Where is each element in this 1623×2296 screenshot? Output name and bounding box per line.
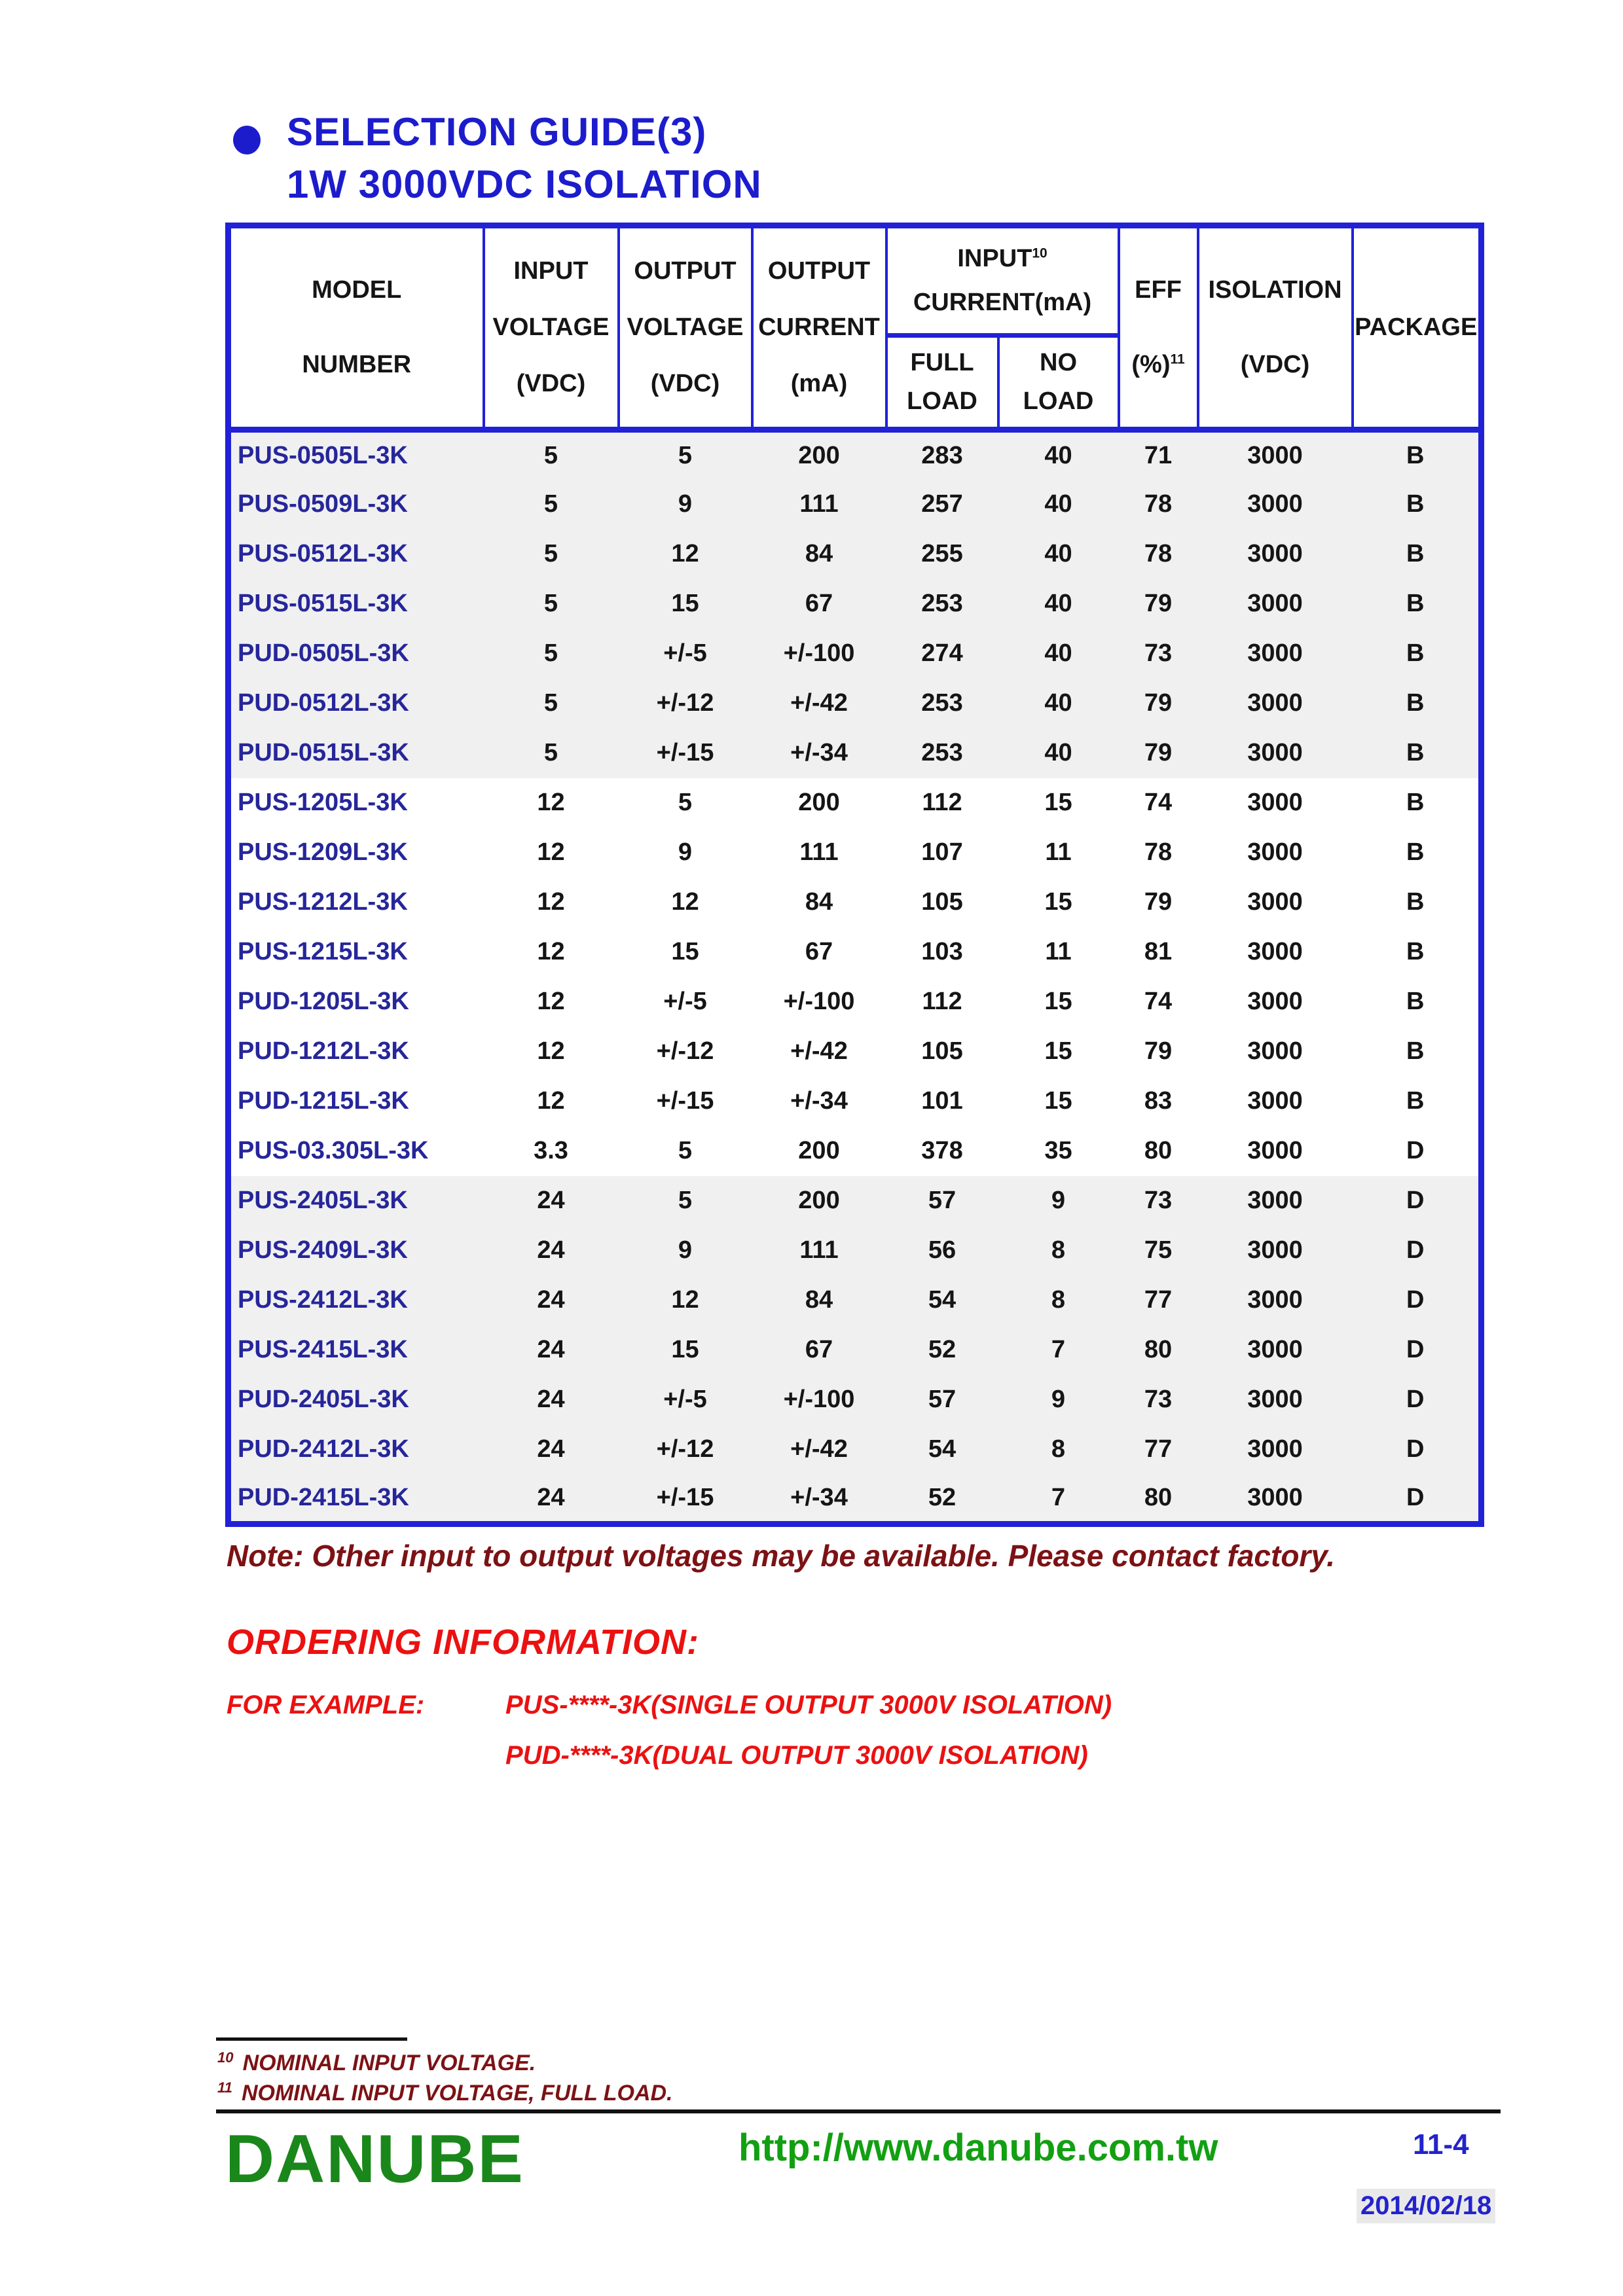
input-current-full-load-cell: 105 — [921, 1037, 963, 1065]
output-voltage-cell: +/-5 — [663, 988, 707, 1015]
header-output-current: OUTPUT CURRENT (mA) — [752, 226, 886, 430]
output-voltage-cell: 15 — [671, 590, 699, 617]
output-current-cell: 67 — [805, 938, 833, 965]
package-cell: B — [1406, 540, 1425, 567]
output-current-cell: +/-100 — [783, 1386, 855, 1413]
model-cell: PUS-0512L-3K — [238, 540, 408, 567]
eff-cell: 80 — [1144, 1483, 1173, 1511]
package-cell: B — [1406, 739, 1425, 766]
input-current-full-load-cell: 101 — [921, 1087, 963, 1115]
model-cell: PUS-2412L-3K — [238, 1286, 408, 1314]
output-current-cell: 200 — [798, 442, 840, 470]
footer-divider — [216, 2109, 1501, 2113]
input-voltage-cell: 5 — [543, 490, 558, 518]
package-cell: B — [1406, 639, 1425, 667]
table-row — [228, 430, 1482, 480]
table-header — [228, 226, 1482, 430]
table-row — [228, 1126, 1482, 1176]
table-row — [228, 728, 1482, 778]
selection-table-wrap — [225, 223, 1478, 1527]
isolation-cell: 3000 — [1247, 838, 1303, 866]
output-current-cell: +/-42 — [790, 1435, 848, 1463]
output-current-cell: 111 — [799, 1236, 839, 1264]
table-row — [228, 1276, 1482, 1325]
model-cell: PUD-0512L-3K — [238, 689, 409, 717]
output-current-cell: 200 — [798, 1137, 840, 1164]
package-cell: D — [1406, 1386, 1425, 1413]
isolation-cell: 3000 — [1247, 442, 1303, 470]
eff-cell: 75 — [1144, 1236, 1173, 1264]
input-current-full-load-cell: 54 — [928, 1435, 957, 1463]
eff-cell: 79 — [1144, 888, 1173, 916]
input-current-full-load-cell: 257 — [921, 490, 963, 518]
eff-cell: 77 — [1144, 1286, 1173, 1314]
output-current-cell: +/-100 — [783, 988, 855, 1015]
input-current-full-load-cell: 57 — [928, 1187, 957, 1214]
input-voltage-cell: 12 — [537, 1037, 565, 1065]
eff-cell: 79 — [1144, 739, 1173, 766]
input-current-full-load-cell: 54 — [928, 1286, 957, 1314]
table-row — [228, 529, 1482, 579]
input-voltage-cell: 5 — [543, 739, 558, 766]
isolation-cell: 3000 — [1247, 1037, 1303, 1065]
note-text: Note: Other input to output voltages may be available. Please contact factory. — [227, 1539, 1335, 1573]
output-voltage-cell: 5 — [678, 789, 693, 816]
output-voltage-cell: +/-12 — [656, 1037, 714, 1065]
input-current-no-load-cell: 40 — [1044, 442, 1072, 470]
model-cell: PUS-0509L-3K — [238, 490, 408, 518]
input-current-full-load-cell: 103 — [921, 938, 963, 965]
table-row — [228, 878, 1482, 927]
header-eff: EFF (%)$^{11}$ — [1119, 226, 1198, 430]
eff-cell: 83 — [1144, 1087, 1173, 1115]
model-cell: PUD-2412L-3K — [238, 1435, 409, 1463]
eff-cell: 81 — [1144, 938, 1173, 965]
footnote-11: $^{11}$ NOMINAL INPUT VOLTAGE, FULL LOAD. — [217, 2079, 673, 2106]
output-current-cell: 111 — [799, 838, 839, 866]
model-cell: PUS-2405L-3K — [238, 1187, 408, 1214]
table-row — [228, 1325, 1482, 1375]
input-current-no-load-cell: 15 — [1044, 1037, 1072, 1065]
eff-cell: 80 — [1144, 1137, 1173, 1164]
input-voltage-cell: 5 — [543, 639, 558, 667]
output-voltage-cell: 9 — [678, 490, 693, 518]
input-current-no-load-cell: 8 — [1051, 1435, 1066, 1463]
header-input-current: INPUT$^{10}$ CURRENT(mA) — [886, 226, 1119, 336]
input-voltage-cell: 24 — [537, 1286, 565, 1314]
isolation-cell: 3000 — [1247, 689, 1303, 717]
input-current-no-load-cell: 40 — [1044, 540, 1072, 567]
package-cell: D — [1406, 1187, 1425, 1214]
input-current-full-load-cell: 283 — [921, 442, 963, 470]
input-current-no-load-cell: 40 — [1044, 689, 1072, 717]
output-current-cell: 111 — [799, 490, 839, 518]
isolation-cell: 3000 — [1247, 490, 1303, 518]
page-number: 11-4 — [1413, 2128, 1469, 2161]
isolation-cell: 3000 — [1247, 1137, 1303, 1164]
output-current-cell: +/-34 — [790, 739, 848, 766]
package-cell: B — [1406, 590, 1425, 617]
eff-cell: 73 — [1144, 1386, 1173, 1413]
output-voltage-cell: +/-12 — [656, 689, 714, 717]
table-row — [228, 1077, 1482, 1126]
output-current-cell: 67 — [805, 590, 833, 617]
table-row — [228, 778, 1482, 828]
package-cell: D — [1406, 1236, 1425, 1264]
package-cell: B — [1406, 490, 1425, 518]
eff-cell: 73 — [1144, 639, 1173, 667]
input-voltage-cell: 5 — [543, 590, 558, 617]
eff-cell: 78 — [1144, 490, 1173, 518]
model-cell: PUD-1205L-3K — [238, 988, 409, 1015]
output-current-cell: 84 — [805, 1286, 833, 1314]
package-cell: B — [1406, 888, 1425, 916]
input-current-no-load-cell: 40 — [1044, 490, 1072, 518]
header-isolation: ISOLATION (VDC) — [1198, 226, 1353, 430]
package-cell: B — [1406, 442, 1425, 470]
table-row — [228, 1176, 1482, 1226]
title-line-2: 1W 3000VDC ISOLATION — [287, 162, 762, 206]
input-current-no-load-cell: 40 — [1044, 739, 1072, 766]
table-row — [228, 679, 1482, 728]
model-cell: PUD-2415L-3K — [238, 1483, 409, 1511]
input-current-full-load-cell: 253 — [921, 739, 963, 766]
output-voltage-cell: 15 — [671, 1336, 699, 1363]
output-current-cell: +/-100 — [783, 639, 855, 667]
model-cell: PUS-2415L-3K — [238, 1336, 408, 1363]
isolation-cell: 3000 — [1247, 789, 1303, 816]
isolation-cell: 3000 — [1247, 988, 1303, 1015]
output-current-cell: +/-42 — [790, 1037, 848, 1065]
model-cell: PUS-03.305L-3K — [238, 1137, 429, 1164]
header-output-voltage: OUTPUT VOLTAGE (VDC) — [619, 226, 752, 430]
input-voltage-cell: 12 — [537, 888, 565, 916]
input-current-no-load-cell: 40 — [1044, 639, 1072, 667]
model-cell: PUS-1205L-3K — [238, 789, 408, 816]
input-current-full-load-cell: 112 — [922, 789, 962, 816]
input-current-no-load-cell: 15 — [1044, 988, 1072, 1015]
isolation-cell: 3000 — [1247, 1386, 1303, 1413]
model-cell: PUS-1209L-3K — [238, 838, 408, 866]
input-current-no-load-cell: 7 — [1051, 1483, 1066, 1511]
example-single-output: PUS-****-3K(SINGLE OUTPUT 3000V ISOLATION) — [505, 1691, 1112, 1719]
table-body — [228, 430, 1482, 1524]
output-voltage-cell: +/-15 — [656, 739, 714, 766]
website-link[interactable]: http://www.danube.com.tw — [739, 2126, 1218, 2169]
package-cell: B — [1406, 938, 1425, 965]
input-voltage-cell: 12 — [537, 938, 565, 965]
table-row — [228, 927, 1482, 977]
input-voltage-cell: 24 — [537, 1483, 565, 1511]
danube-logo: DANUBE — [225, 2121, 524, 2197]
eff-cell: 80 — [1144, 1336, 1173, 1363]
eff-cell: 78 — [1144, 540, 1173, 567]
package-cell: B — [1406, 789, 1425, 816]
model-cell: PUD-0505L-3K — [238, 639, 409, 667]
table-row — [228, 1027, 1482, 1077]
package-cell: D — [1406, 1137, 1425, 1164]
package-cell: B — [1406, 1087, 1425, 1115]
isolation-cell: 3000 — [1247, 1187, 1303, 1214]
output-voltage-cell: 5 — [678, 442, 693, 470]
output-voltage-cell: 5 — [678, 1137, 693, 1164]
isolation-cell: 3000 — [1247, 1286, 1303, 1314]
revision-date: 2014/02/18 — [1357, 2189, 1495, 2223]
model-cell: PUS-0505L-3K — [238, 442, 408, 470]
table-row — [228, 977, 1482, 1027]
input-current-no-load-cell: 15 — [1044, 888, 1072, 916]
output-voltage-cell: 12 — [671, 888, 699, 916]
model-cell: PUS-0515L-3K — [238, 590, 408, 617]
header-model: MODEL NUMBER — [228, 226, 484, 430]
table-row — [228, 480, 1482, 529]
input-current-no-load-cell: 11 — [1045, 838, 1072, 866]
model-cell: PUD-0515L-3K — [238, 739, 409, 766]
input-voltage-cell: 24 — [537, 1386, 565, 1413]
input-voltage-cell: 24 — [537, 1187, 565, 1214]
eff-cell: 79 — [1144, 689, 1173, 717]
input-voltage-cell: 12 — [537, 1087, 565, 1115]
input-current-full-load-cell: 52 — [928, 1336, 957, 1363]
model-cell: PUD-1212L-3K — [238, 1037, 409, 1065]
input-current-no-load-cell: 8 — [1051, 1236, 1066, 1264]
isolation-cell: 3000 — [1247, 590, 1303, 617]
input-voltage-cell: 12 — [537, 988, 565, 1015]
header-no-load: NO LOAD — [998, 336, 1119, 430]
eff-cell: 79 — [1144, 590, 1173, 617]
header-input-voltage: INPUT VOLTAGE (VDC) — [484, 226, 619, 430]
isolation-cell: 3000 — [1247, 1483, 1303, 1511]
package-cell: B — [1406, 689, 1425, 717]
table-row — [228, 1425, 1482, 1475]
output-voltage-cell: +/-12 — [656, 1435, 714, 1463]
table-row — [228, 828, 1482, 878]
input-current-full-load-cell: 255 — [921, 540, 963, 567]
input-voltage-cell: 12 — [537, 789, 565, 816]
model-cell: PUS-1215L-3K — [238, 938, 408, 965]
input-current-no-load-cell: 8 — [1051, 1286, 1066, 1314]
table-row — [228, 579, 1482, 629]
table-row — [228, 1375, 1482, 1425]
output-voltage-cell: 15 — [671, 938, 699, 965]
output-voltage-cell: +/-15 — [656, 1087, 714, 1115]
eff-cell: 78 — [1144, 838, 1173, 866]
package-cell: D — [1406, 1286, 1425, 1314]
isolation-cell: 3000 — [1247, 1087, 1303, 1115]
page-title — [287, 106, 762, 211]
isolation-cell: 3000 — [1247, 1435, 1303, 1463]
input-current-no-load-cell: 40 — [1044, 590, 1072, 617]
output-current-cell: 84 — [805, 888, 833, 916]
input-current-no-load-cell: 9 — [1051, 1386, 1066, 1413]
input-current-no-load-cell: 15 — [1044, 789, 1072, 816]
footnote-divider — [216, 2037, 407, 2041]
output-voltage-cell: +/-5 — [663, 1386, 707, 1413]
package-cell: B — [1406, 838, 1425, 866]
package-cell: D — [1406, 1336, 1425, 1363]
input-current-full-load-cell: 107 — [921, 838, 963, 866]
input-current-no-load-cell: 11 — [1045, 938, 1072, 965]
eff-cell: 74 — [1144, 789, 1173, 816]
input-voltage-cell: 24 — [537, 1236, 565, 1264]
example-label: FOR EXAMPLE: — [227, 1691, 425, 1719]
input-current-full-load-cell: 105 — [921, 888, 963, 916]
input-current-no-load-cell: 9 — [1051, 1187, 1066, 1214]
isolation-cell: 3000 — [1247, 888, 1303, 916]
output-voltage-cell: 5 — [678, 1187, 693, 1214]
bullet-icon — [233, 126, 261, 154]
package-cell: D — [1406, 1435, 1425, 1463]
input-voltage-cell: 5 — [543, 442, 558, 470]
output-voltage-cell: 9 — [678, 1236, 693, 1264]
eff-cell: 73 — [1144, 1187, 1173, 1214]
package-cell: B — [1406, 1037, 1425, 1065]
input-current-full-load-cell: 253 — [921, 590, 963, 617]
footnote-10: $^{10}$ NOMINAL INPUT VOLTAGE. — [217, 2049, 536, 2075]
output-voltage-cell: 12 — [671, 540, 699, 567]
isolation-cell: 3000 — [1247, 1236, 1303, 1264]
input-current-full-load-cell: 56 — [928, 1236, 957, 1264]
package-cell: B — [1406, 988, 1425, 1015]
input-current-no-load-cell: 7 — [1051, 1336, 1066, 1363]
output-voltage-cell: 9 — [678, 838, 693, 866]
model-cell: PUD-2405L-3K — [238, 1386, 409, 1413]
model-cell: PUD-1215L-3K — [238, 1087, 409, 1115]
output-current-cell: +/-34 — [790, 1483, 848, 1511]
input-current-no-load-cell: 35 — [1044, 1137, 1072, 1164]
eff-cell: 77 — [1144, 1435, 1173, 1463]
input-current-full-load-cell: 52 — [928, 1483, 957, 1511]
input-current-full-load-cell: 57 — [928, 1386, 957, 1413]
isolation-cell: 3000 — [1247, 938, 1303, 965]
eff-cell: 74 — [1144, 988, 1173, 1015]
input-current-full-load-cell: 274 — [921, 639, 963, 667]
isolation-cell: 3000 — [1247, 639, 1303, 667]
output-current-cell: +/-34 — [790, 1087, 848, 1115]
table-row — [228, 1226, 1482, 1276]
input-current-no-load-cell: 15 — [1044, 1087, 1072, 1115]
ordering-heading: ORDERING INFORMATION: — [227, 1623, 699, 1662]
input-voltage-cell: 24 — [537, 1435, 565, 1463]
input-current-full-load-cell: 253 — [921, 689, 963, 717]
output-current-cell: 200 — [798, 1187, 840, 1214]
isolation-cell: 3000 — [1247, 540, 1303, 567]
isolation-cell: 3000 — [1247, 739, 1303, 766]
model-cell: PUS-2409L-3K — [238, 1236, 408, 1264]
isolation-cell: 3000 — [1247, 1336, 1303, 1363]
header-full-load: FULL LOAD — [886, 336, 998, 430]
input-voltage-cell: 12 — [537, 838, 565, 866]
output-voltage-cell: +/-15 — [656, 1483, 714, 1511]
table-row — [228, 629, 1482, 679]
output-current-cell: 200 — [798, 789, 840, 816]
input-voltage-cell: 5 — [543, 540, 558, 567]
output-voltage-cell: 12 — [671, 1286, 699, 1314]
model-cell: PUS-1212L-3K — [238, 888, 408, 916]
title-line-1: SELECTION GUIDE(3) — [287, 110, 707, 154]
header-package: PACKAGE — [1353, 226, 1482, 430]
input-voltage-cell: 24 — [537, 1336, 565, 1363]
output-current-cell: 84 — [805, 540, 833, 567]
output-current-cell: +/-42 — [790, 689, 848, 717]
package-cell: D — [1406, 1483, 1425, 1511]
example-dual-output: PUD-****-3K(DUAL OUTPUT 3000V ISOLATION) — [505, 1741, 1088, 1770]
eff-cell: 71 — [1144, 442, 1173, 470]
eff-cell: 79 — [1144, 1037, 1173, 1065]
output-current-cell: 67 — [805, 1336, 833, 1363]
output-voltage-cell: +/-5 — [663, 639, 707, 667]
input-voltage-cell: 5 — [543, 689, 558, 717]
input-current-full-load-cell: 112 — [922, 988, 962, 1015]
table-row — [228, 1475, 1482, 1524]
selection-table — [225, 223, 1484, 1527]
input-current-full-load-cell: 378 — [921, 1137, 963, 1164]
input-voltage-cell: 3.3 — [534, 1137, 568, 1164]
